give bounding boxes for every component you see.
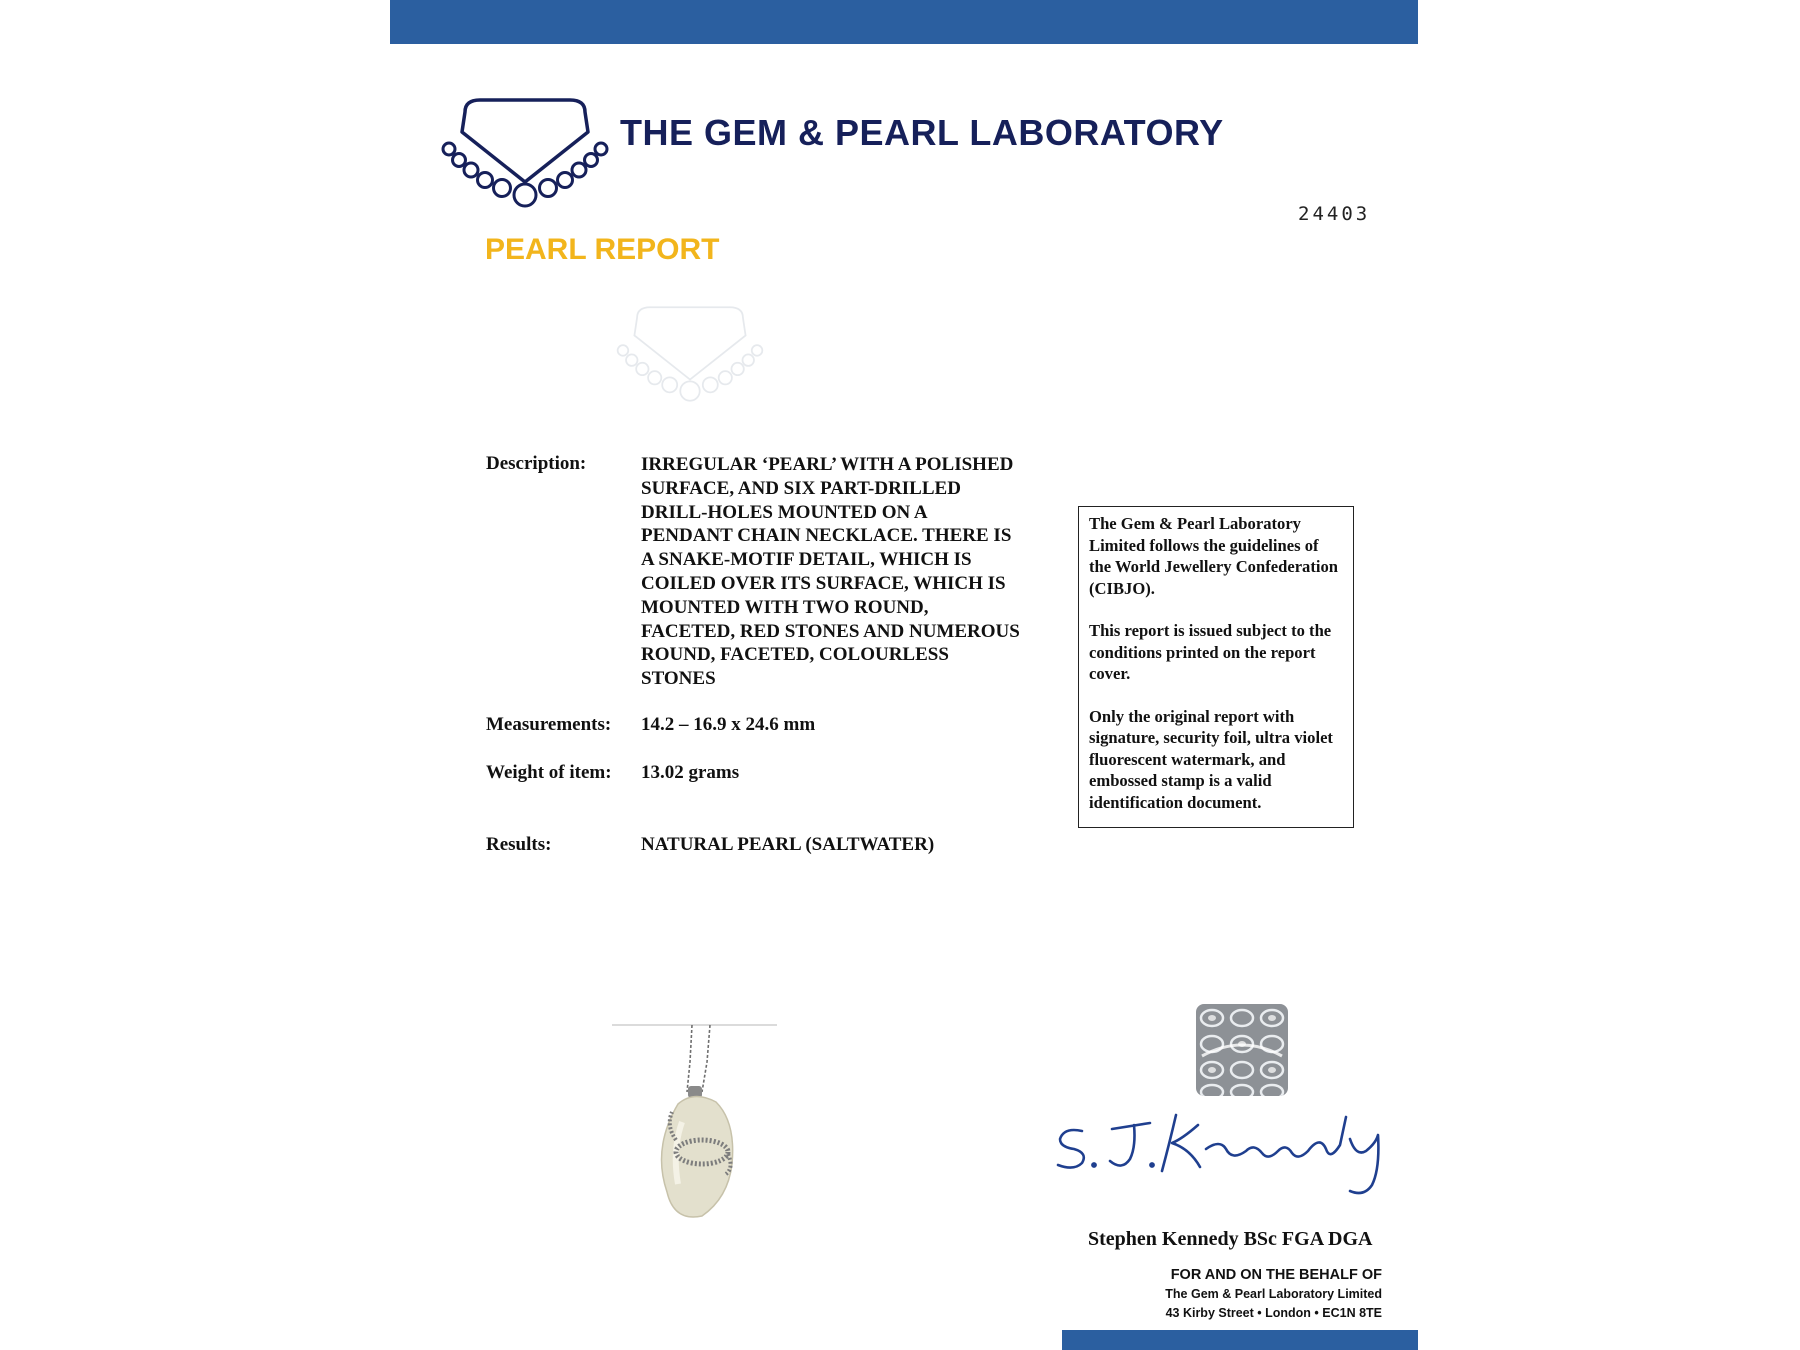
necklace-logo-icon (440, 92, 610, 222)
notice-paragraph: The Gem & Pearl Laboratory Limited follows the guidelines of the World Jewellery Confederation (CIBJO). (1089, 514, 1339, 598)
measurements-value: 14.2 – 16.9 x 24.6 mm (641, 714, 816, 735)
watermark-logo-icon (615, 300, 765, 415)
bottom-color-band (1062, 1330, 1418, 1350)
description-line: PENDANT CHAIN NECKLACE. THERE IS (641, 525, 1012, 547)
measurements-label: Measurements: (486, 714, 612, 735)
company-name: The Gem & Pearl Laboratory Limited (1165, 1287, 1382, 1301)
pendant-photo (612, 1022, 777, 1222)
description-line: A SNAKE-MOTIF DETAIL, WHICH IS (641, 549, 972, 571)
report-number: 24403 (1298, 203, 1371, 225)
notice-box (1078, 506, 1354, 828)
description-line: MOUNTED WITH TWO ROUND, (641, 596, 929, 618)
description-label: Description: (486, 453, 587, 474)
description-line: FACETED, RED STONES AND NUMEROUS (641, 620, 1020, 642)
description-line: DRILL-HOLES MOUNTED ON A (641, 501, 928, 523)
description-line: IRREGULAR ‘PEARL’ WITH A POLISHED (641, 454, 1014, 475)
signatory-name: Stephen Kennedy BSc FGA DGA (1088, 1228, 1373, 1250)
results-value: NATURAL PEARL (SALTWATER) (641, 834, 935, 855)
weight-label: Weight of item: (486, 762, 612, 783)
weight-value: 13.02 grams (641, 762, 740, 783)
notice-paragraph: This report is issued subject to the conditions printed on the report cover. (1089, 621, 1332, 683)
behalf-title: FOR AND ON THE BEHALF OF (1170, 1267, 1382, 1283)
lab-title: THE GEM & PEARL LABORATORY (620, 112, 1224, 153)
description-value (641, 453, 1020, 691)
description-line: STONES (641, 668, 716, 690)
notice-paragraph: Only the original report with signature, security foil, ultra violet fluorescent watermark, and embossed stamp is a valid identification document. (1089, 706, 1333, 812)
behalf-block (1165, 1265, 1382, 1323)
description-line: COILED OVER ITS SURFACE, WHICH IS (641, 572, 1006, 594)
company-address: 43 Kirby Street • London • EC1N 8TE (1165, 1306, 1382, 1320)
results-label: Results: (486, 834, 552, 855)
description-line: SURFACE, AND SIX PART-DRILLED (641, 477, 961, 499)
description-line: ROUND, FACETED, COLOURLESS (641, 644, 949, 666)
security-foil-icon (1196, 1004, 1288, 1096)
top-color-band (390, 0, 1418, 44)
report-type-title: PEARL REPORT (485, 233, 720, 266)
handwritten-signature (1050, 1105, 1395, 1200)
